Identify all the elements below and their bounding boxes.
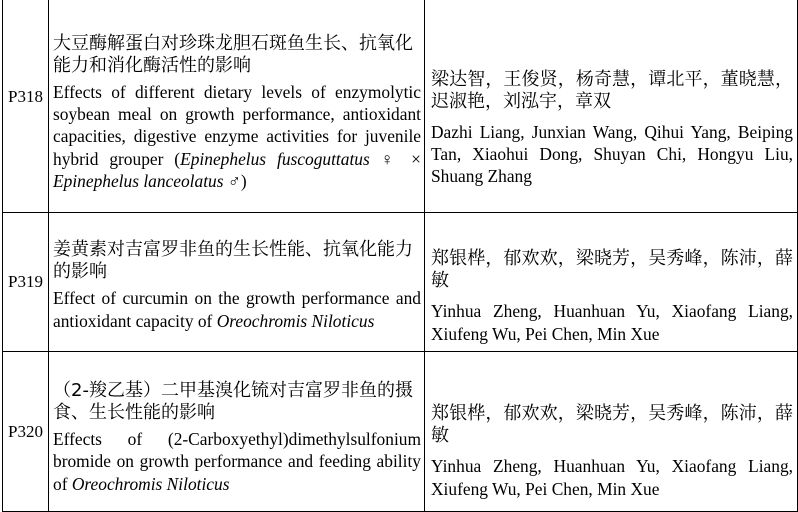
paper-title-en (53, 428, 421, 495)
paper-number: P319 (3, 213, 49, 352)
authors-cn: 郑银桦，郁欢欢，梁晓芳，吴秀峰，陈沛，薛敏 (431, 248, 793, 292)
species-name: Epinephelus fuscoguttatus (180, 148, 370, 169)
title-text: ♀ × (369, 148, 421, 169)
authors-cn: 郑银桦，郁欢欢，梁晓芳，吴秀峰，陈沛，薛敏 (431, 403, 793, 447)
paper-title-cell (49, 213, 425, 352)
authors-cn: 梁达智，王俊贤，杨奇慧，谭北平，董晓慧，迟淑艳，刘泓宇，章双 (431, 68, 793, 112)
table-row (3, 352, 798, 512)
paper-title-cell (49, 352, 425, 512)
paper-number: P318 (3, 0, 49, 213)
title-text: Effect of curcumin on the growth performance and antioxidant capacity of (53, 288, 421, 331)
authors-cell (425, 0, 798, 213)
species-name: Oreochromis Niloticus (71, 473, 230, 494)
authors-en: Yinhua Zheng, Huanhuan Yu, Xiaofang Liang, Xiufeng Wu, Pei Chen, Min Xue (431, 301, 793, 344)
title-text: Effects of different dietary levels of enzymolytic soybean meal on growth performance, antioxidant capacities, digestive enzyme activities for juvenile hybrid grouper ( (53, 81, 421, 169)
paper-title-cn: 姜黄素对吉富罗非鱼的生长性能、抗氧化能力的影响 (53, 239, 413, 283)
title-text: ♂) (223, 170, 247, 191)
authors-en: Dazhi Liang, Junxian Wang, Qihui Yang, Beiping Tan, Xiaohui Dong, Shuyan Chi, Hongyu Liu, Shuang Zhang (431, 121, 793, 187)
authors-cell (425, 352, 798, 512)
paper-title-en (53, 81, 421, 192)
title-text: Effects of (2-Carboxyethyl)dimethylsulfonium bromide on growth performance and feeding ability of (53, 429, 421, 494)
species-name: Oreochromis Niloticus (216, 310, 375, 331)
contents-table (2, 0, 798, 512)
paper-title-cell (49, 0, 425, 213)
species-name: Epinephelus lanceolatus (53, 170, 224, 191)
paper-title-cn: 大豆酶解蛋白对珍珠龙胆石斑鱼生长、抗氧化能力和消化酶活性的影响 (53, 32, 413, 76)
authors-cell (425, 213, 798, 352)
paper-title-en (53, 287, 421, 331)
table-row (3, 0, 798, 213)
authors-en: Yinhua Zheng, Huanhuan Yu, Xiaofang Liang, Xiufeng Wu, Pei Chen, Min Xue (431, 456, 793, 499)
table-row (3, 213, 798, 352)
paper-number: P320 (3, 352, 49, 512)
paper-title-cn: （2-羧乙基）二甲基溴化锍对吉富罗非鱼的摄食、生长性能的影响 (53, 380, 413, 424)
